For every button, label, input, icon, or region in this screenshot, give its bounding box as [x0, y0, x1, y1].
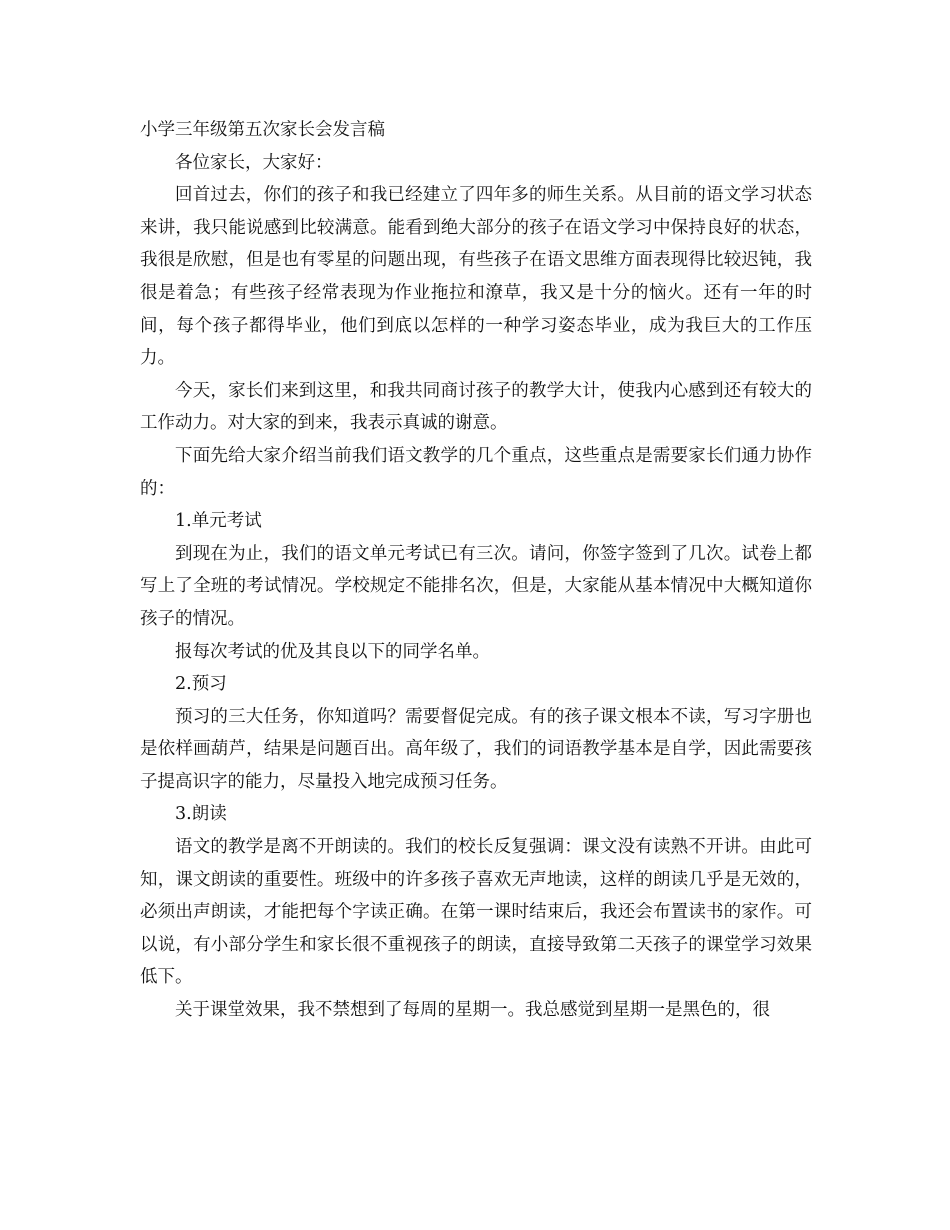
document-body: [140, 114, 812, 1027]
body-paragraph: 到现在为止，我们的语文单元考试已有三次。请问，你签字签到了几次。试卷上都写上了全班的考试情况。学校规定不能排名次，但是，大家能从基本情况中大概知道你孩子的情况。: [140, 543, 812, 629]
body-paragraph: 回首过去，你们的孩子和我已经建立了四年多的师生关系。从目前的语文学习状态来讲，我只能说感到比较满意。能看到绝大部分的孩子在语文学习中保持良好的状态，我很是欣慰，但是也有零星的问题出现，有些孩子在语文思维方面表现得比较迟钝，我很是着急；有些孩子经常表现为作业拖拉和潦草，我又是十分的恼火。还有一年的时间，每个孩子都得毕业，他们到底以怎样的一种学习姿态毕业，成为我巨大的工作压力。: [140, 185, 812, 369]
body-paragraph: 语文的教学是离不开朗读的。我们的校长反复强调：课文没有读熟不开讲。由此可知，课文朗读的重要性。班级中的许多孩子喜欢无声地读，这样的朗读几乎是无效的，必须出声朗读，才能把每个字读正确。在第一课时结束后，我还会布置读书的家作。可以说，有小部分学生和家长很不重视孩子的朗读，直接导致第二天孩子的课堂学习效果低下。: [140, 837, 812, 988]
body-paragraph: 下面先给大家介绍当前我们语文教学的几个重点，这些重点是需要家长们通力协作的：: [140, 445, 812, 499]
greeting-paragraph: 各位家长，大家好：: [175, 152, 333, 173]
section-heading: 2.预习: [175, 674, 227, 695]
body-paragraph: 报每次考试的优及其良以下的同学名单。: [175, 641, 490, 662]
section-heading: 1.单元考试: [175, 511, 262, 532]
body-paragraph: 预习的三大任务，你知道吗？需要督促完成。有的孩子课文根本不读，写习字册也是依样画葫芦，结果是问题百出。高年级了，我们的词语教学基本是自学，因此需要孩子提高识字的能力，尽量投入地完成预习任务。: [140, 706, 812, 792]
body-paragraph: 关于课堂效果，我不禁想到了每周的星期一。我总感觉到星期一是黑色的，很: [175, 1000, 770, 1021]
section-heading: 3.朗读: [175, 804, 227, 825]
body-paragraph: 今天，家长们来到这里，和我共同商讨孩子的教学大计，使我内心感到还有较大的工作动力。对大家的到来，我表示真诚的谢意。: [140, 380, 812, 434]
document-title: 小学三年级第五次家长会发言稿: [140, 120, 385, 140]
